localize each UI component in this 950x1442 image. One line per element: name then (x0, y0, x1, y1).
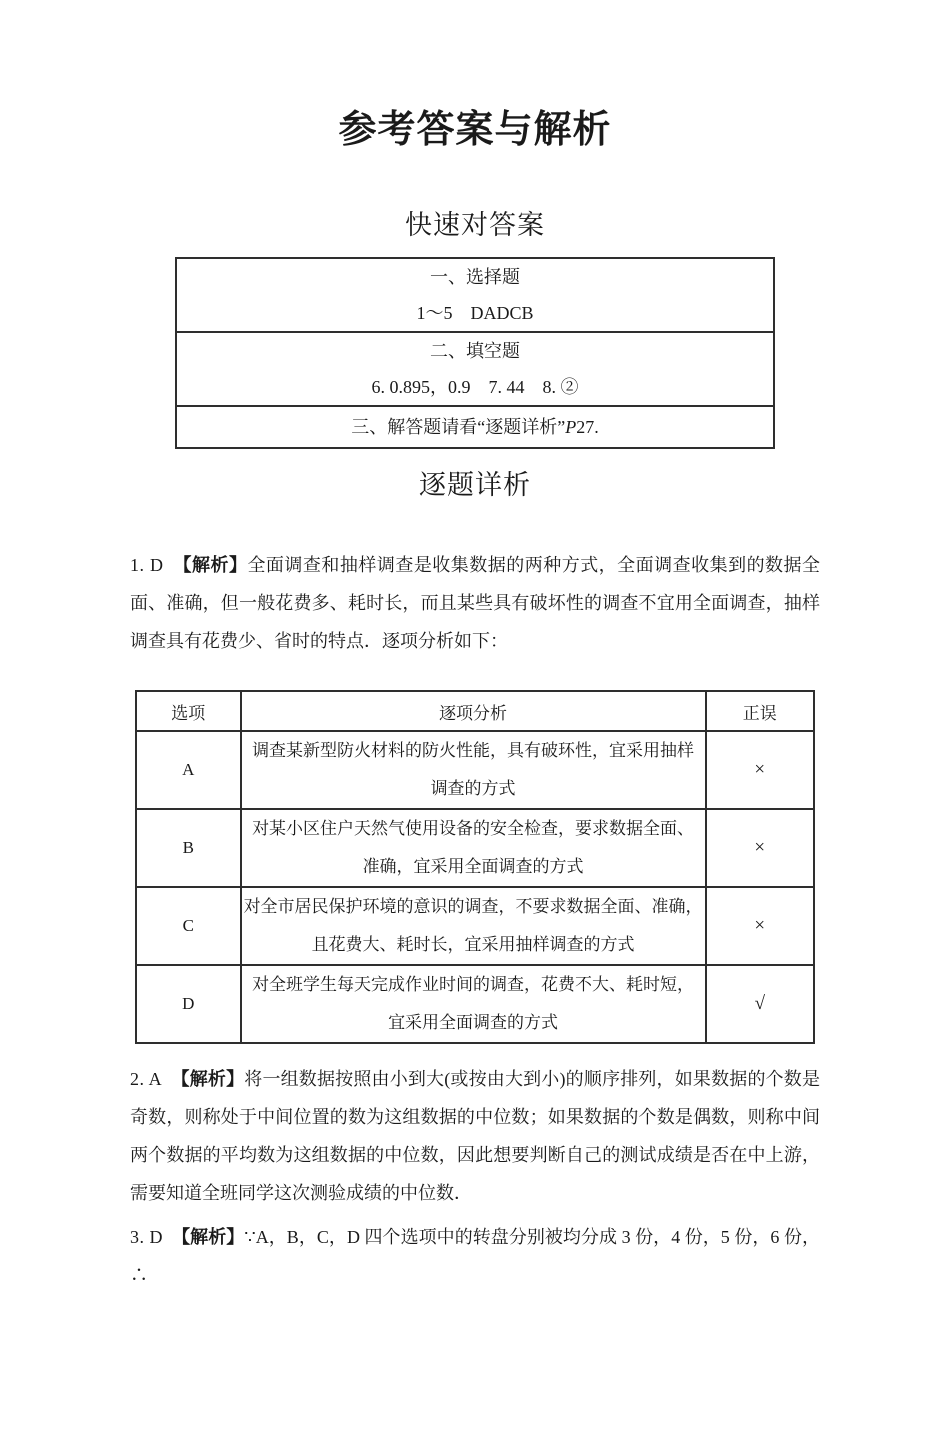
quick-row-blank (176, 332, 774, 406)
option-b-label: B (136, 809, 241, 887)
solution-note-text: 三、解答题请看“逐题详析” (351, 417, 566, 437)
table-row-option-c (136, 887, 814, 965)
detail-analysis-heading: 逐题详析 (419, 470, 531, 500)
choice-section-label: 一、选择题 (430, 267, 520, 287)
header-analysis: 逐项分析 (241, 691, 706, 731)
option-b-verdict: × (754, 837, 766, 858)
q3-analysis-label: 【解析】 (181, 1227, 245, 1247)
header-option: 选项 (136, 691, 241, 731)
q2-analysis-label: 【解析】 (180, 1069, 245, 1089)
q1-analysis-label: 【解析】 (182, 555, 248, 575)
quick-row-choice (176, 258, 774, 332)
header-verdict: 正误 (706, 691, 814, 731)
choice-answers: 1～5 DADCB (416, 303, 534, 323)
q3-number-answer: 3. D (130, 1227, 164, 1247)
option-a-label: A (136, 731, 241, 809)
q1-number-answer: 1. D (130, 555, 164, 575)
option-analysis-table (135, 690, 815, 1044)
table-row-option-d (136, 965, 814, 1043)
option-d-label: D (136, 965, 241, 1043)
document-page (0, 98, 950, 1294)
table-row-option-a (136, 731, 814, 809)
blank-answers: 6. 0.895，0.9 7. 44 8. ② (371, 377, 579, 397)
quick-answers-heading: 快速对答案 (405, 210, 545, 240)
explanation-q3 (130, 1218, 820, 1294)
option-a-analysis: 调查某新型防火材料的防火性能，具有破环性，宜采用抽样 调查的方式 (252, 741, 695, 798)
option-d-analysis: 对全班学生每天完成作业时间的调查，花费不大、耗时短， 宜采用全面调查的方式 (252, 975, 695, 1032)
solution-note-suffix: 27. (576, 417, 599, 437)
explanation-q1 (130, 546, 820, 660)
table-row-option-b (136, 809, 814, 887)
analysis-table-header (136, 691, 814, 731)
q1-analysis-text: 全面调查和抽样调查是收集数据的两种方式，全面调查收集到的数据全面、准确，但一般花费多、耗时长，而且某些具有破坏性的调查不宜用全面调查，抽样调查具有花费少、省时的特点．逐项分析如下： (130, 555, 821, 651)
quick-row-solution-note (176, 406, 774, 448)
option-d-verdict: √ (754, 993, 765, 1014)
quick-answers-table (175, 257, 775, 449)
option-c-label: C (136, 887, 241, 965)
option-c-verdict: × (754, 915, 766, 936)
explanation-q2 (130, 1060, 820, 1212)
q3-analysis-text: ∵A，B，C，D 四个选项中的转盘分别被均分成 3 份，4 份，5 份，6 份，∴ (130, 1227, 821, 1285)
q2-number-answer: 2. A (130, 1069, 163, 1089)
page-title: 参考答案与解析 (338, 109, 612, 151)
q2-analysis-text: 将一组数据按照由小到大(或按由大到小)的顺序排列，如果数据的个数是奇数，则称处于中间位置的数为这组数据的中位数；如果数据的个数是偶数，则称中间两个数据的平均数为这组数据的中位数，因此想要判断自己的测试成绩是否在中上游，需要知道全班同学这次测验成绩的中位数． (130, 1069, 820, 1203)
blank-section-label: 二、填空题 (430, 341, 520, 361)
option-c-analysis: 对全市居民保护环境的意识的调查，不要求数据全面、准确， 且花费大、耗时长，宜采用抽样调查的方式 (243, 897, 703, 954)
option-b-analysis: 对某小区住户天然气使用设备的安全检查，要求数据全面、 准确，宜采用全面调查的方式 (252, 819, 695, 876)
option-a-verdict: × (754, 759, 766, 780)
solution-note-page-ref: P (565, 417, 577, 437)
